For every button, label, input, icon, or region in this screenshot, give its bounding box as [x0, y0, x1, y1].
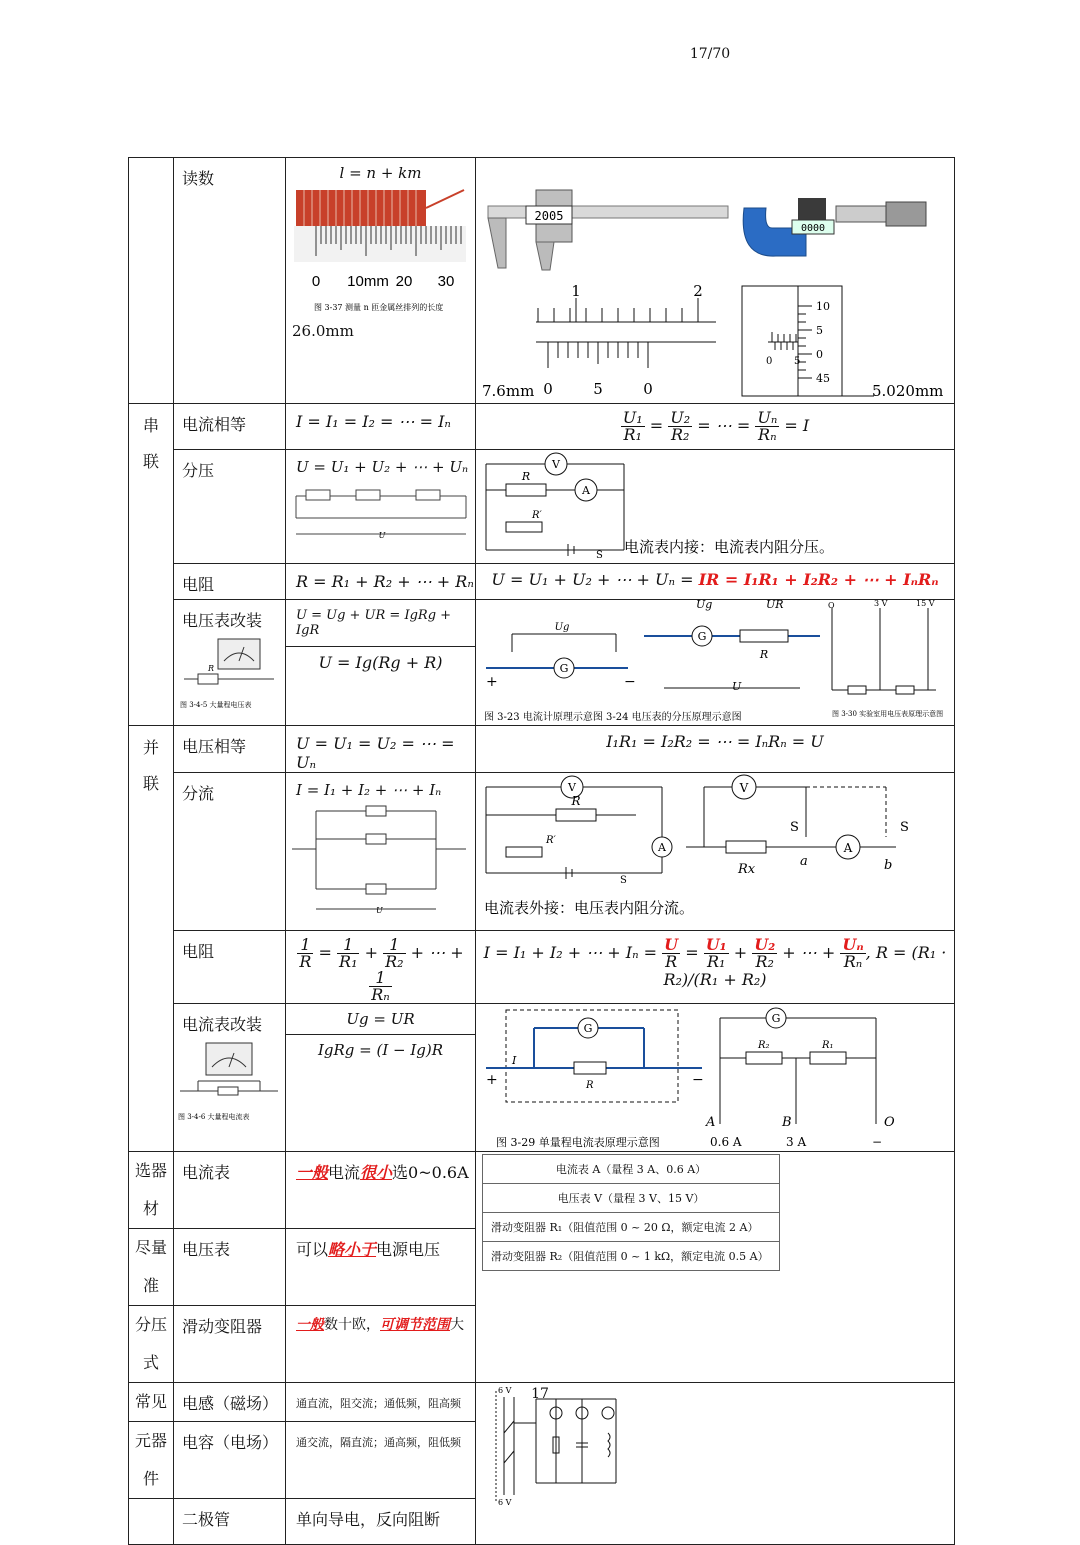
label-equip-rheostat: 滑动变阻器: [174, 1306, 286, 1383]
voltage-div-diagram-cell: [476, 450, 955, 564]
label-s1: S: [620, 875, 627, 886]
voltmeter-meter-figure: [174, 631, 284, 719]
ammeter-formula2: IgRg = (I − Ig)R: [317, 1041, 444, 1059]
voltmeter-caption-left: 图 3-4-5 大量程电压表: [180, 701, 252, 709]
ammeter-caption-right: 图 3-29 单量程电流表原理示意图: [496, 1136, 660, 1149]
row-parallel-resistance: [129, 931, 955, 1004]
group-parallel-char2: 联: [142, 774, 159, 793]
terminal-15v: 15 V: [916, 600, 935, 608]
formula-parallel-current-expanded: I = I₁ + I₂ + ⋯ + Iₙ = $\frac{U}{R}$ = $\frac{\text{U₁}}{\text{R₁}}$ + $\frac{\text{U₂}}{\text{R₂}}$ + ⋯ + $\frac{\text{Uₙ}}{\text{Rₙ}}$ , R = (R₁ · R₂)/(R₁ + R₂): [476, 931, 955, 1004]
micrometer-scale-5: 5: [816, 324, 823, 337]
svg-text:S: S: [900, 820, 909, 835]
micrometer-display: 0000: [800, 223, 826, 234]
label-v1: V: [568, 781, 576, 794]
row-series-current: [129, 404, 955, 450]
micrometer-sleeve-5: 5: [794, 356, 801, 367]
formula-voltage-sum: U = U₁ + U₂ + ⋯ + Uₙ: [296, 458, 469, 476]
voltmeter-p1: 可以: [296, 1240, 329, 1259]
terminal-o2: O: [884, 1115, 895, 1130]
micrometer-value: 5.020mm: [872, 382, 944, 400]
svg-text:U: U: [376, 906, 383, 915]
parallel-circuit-figure: [286, 799, 474, 919]
ammeter-p4: 选0~0.6A: [392, 1163, 469, 1182]
voltmeter-principle-diagram: [476, 600, 954, 724]
series-voltage-expanded-b: IR = I₁R₁ + I₂R₂ + ⋯ + IₙRₙ: [698, 570, 939, 589]
svg-text:U: U: [378, 531, 386, 540]
label-voltage-equal: 电压相等: [174, 726, 286, 773]
group-select-1: 选器材: [129, 1152, 174, 1229]
ruler-tick-10: 10mm: [347, 273, 389, 290]
row-equip-ammeter: [129, 1152, 955, 1229]
vernier-top-1: 1: [571, 282, 581, 300]
label-s2: S: [790, 820, 799, 835]
svg-text:R₁: R₁: [822, 1040, 834, 1051]
coil-ruler-figure: [286, 182, 474, 322]
formula-current-sum: I = I₁ + I₂ + ⋯ + Iₙ: [296, 781, 442, 799]
micrometer-thimble: [886, 202, 926, 226]
formula-current-equal: I = I₁ = I₂ = ⋯ = Iₙ: [286, 404, 476, 450]
svg-text:A: A: [843, 841, 853, 855]
group-common-1: 常见: [129, 1383, 174, 1422]
series-voltage-expanded-a: U = U₁ + U₂ + ⋯ + Uₙ =: [491, 570, 699, 589]
micrometer-sleeve: [836, 206, 886, 222]
row-parallel-current: [129, 773, 955, 931]
terminal-value-b: 3 A: [786, 1135, 807, 1149]
coil-wire: [296, 190, 426, 226]
group-series: [129, 404, 174, 726]
group-select-2: 尽量准: [129, 1229, 174, 1306]
row-series-voltage: [129, 450, 955, 564]
vernier-bottom-10: 0: [643, 380, 653, 398]
formula-series-resistance: R = R₁ + R₂ + ⋯ + Rₙ: [286, 564, 476, 600]
ammeter-external-circuits: [476, 773, 954, 929]
reading-ruler-cell: [286, 158, 476, 404]
ammeter-formula1: Ug = UR: [286, 1004, 475, 1035]
terminal-a: A: [706, 1115, 716, 1130]
equipment-list-cell: [476, 1152, 955, 1383]
voltmeter-p3: 电源电压: [376, 1240, 441, 1259]
svg-text:G: G: [771, 1012, 781, 1025]
label-capacitor: 电容（电场）: [174, 1422, 286, 1499]
ammeter-p1: 一般: [296, 1163, 329, 1182]
svg-text:G: G: [697, 630, 707, 643]
ruler-value: 26.0mm: [292, 322, 354, 340]
voltmeter-formula2: U = Ig(Rg + R): [318, 653, 443, 672]
group-select-3: 分压式: [129, 1306, 174, 1383]
svg-text:+: +: [486, 1072, 498, 1088]
page-number: 17: [531, 1386, 549, 1402]
group-cell-empty: [129, 158, 174, 404]
equip-item-1: 电压表 V（量程 3 V、15 V）: [483, 1184, 780, 1213]
svg-text:R: R: [521, 470, 531, 483]
svg-text:V: V: [552, 458, 560, 471]
label-rx: Rx: [738, 862, 756, 877]
terminal-3v: 3 V: [874, 600, 888, 608]
label-v2: V: [739, 781, 749, 795]
ruler-tick-0: 0: [311, 273, 321, 290]
svg-text:Ug: Ug: [696, 600, 713, 611]
svg-text:A: A: [582, 484, 590, 497]
label-inductor: 电感（磁场）: [174, 1383, 286, 1422]
parallel-current-expanded-a: I = I₁ + I₂ + ⋯ + Iₙ =: [483, 943, 658, 962]
current-div-diagram-cell: [476, 773, 955, 931]
parallel-two-resistor-formula: R = (R₁ · R₂)/(R₁ + R₂): [663, 943, 947, 989]
capacitor-desc: 通交流，隔直流；通高频，阻低频: [286, 1422, 476, 1499]
voltmeter-caption-lab: 图 3-30 实验室用电压表原理示意图: [832, 710, 944, 718]
caliper-beam: [488, 206, 728, 218]
label-reading: 读数: [174, 158, 286, 404]
svg-text:U: U: [732, 680, 742, 693]
group-common-2: 元器件: [129, 1422, 174, 1499]
label-r1: R: [571, 794, 581, 808]
voltmeter-formula-cell: [286, 600, 476, 726]
ruler-caption: 图 3-37 测量 n 匝金属丝排列的长度: [314, 303, 444, 312]
ammeter-p3: 很小: [360, 1163, 393, 1182]
inductor-desc: 通直流，阻交流；通低频，阻高频: [286, 1383, 476, 1422]
formula-voltage-ratio: $\frac{\text{U₁}}{\text{R₁}}$ = $\frac{\text{U₂}}{\text{R₂}}$ = ⋯ = $\frac{\text{Uₙ}}{\text{Rₙ}}$ = I: [476, 404, 955, 450]
group-parallel: [129, 726, 174, 1152]
voltmeter-mod-label-cell: [174, 600, 286, 726]
components-diagram-cell: [476, 1383, 955, 1545]
svg-text:−: −: [692, 1072, 704, 1088]
micrometer-scale-0: 0: [816, 348, 823, 361]
ruler-tick-30: 30: [437, 273, 455, 290]
label-parallel-resistance: 电阻: [174, 931, 286, 1004]
svg-text:UR: UR: [766, 600, 784, 611]
terminal-o: O: [828, 601, 835, 610]
svg-text:−: −: [624, 674, 636, 690]
reading-caliper-cell: [476, 158, 955, 404]
equip-voltmeter-text: [286, 1229, 476, 1306]
label-series-resistance: 电阻: [174, 564, 286, 600]
equipment-list: [482, 1154, 780, 1271]
current-div-note: 电流表外接：电压表内阻分流。: [484, 899, 695, 917]
svg-text:R₂: R₂: [758, 1040, 770, 1051]
label-equip-ammeter: 电流表: [174, 1152, 286, 1229]
svg-text:+: +: [486, 674, 498, 690]
rheostat-p4: 大: [450, 1317, 464, 1333]
terminal-b: B: [782, 1115, 792, 1130]
voltmeter-formula1: U = Ug + UR = IgRg + IgR: [286, 600, 475, 647]
equip-item-2: 滑动变阻器 R₁（阻值范围 0 ~ 20 Ω，额定电流 2 A）: [483, 1213, 780, 1242]
row-series-resistance: [129, 564, 955, 600]
label-r-prime: R′: [546, 835, 556, 846]
micrometer-sleeve-0: 0: [766, 356, 773, 367]
voltmeter-diagram-cell: [476, 600, 955, 726]
terminal-value-o: −: [872, 1135, 883, 1149]
vernier-bottom-5: 5: [593, 380, 603, 398]
row-ammeter-mod: [129, 1004, 955, 1152]
page-indicator: 17/70: [689, 46, 731, 62]
formula-series-voltage-expanded: [476, 564, 955, 600]
label-equip-voltmeter: 电压表: [174, 1229, 286, 1306]
ruler: [294, 226, 466, 262]
voltage-div-note: 电流表内接：电流表内阻分压。: [624, 538, 835, 556]
voltage-top: 6 V: [498, 1386, 512, 1395]
label-a: a: [800, 854, 808, 869]
micrometer-scale-10: 10: [816, 300, 830, 313]
svg-text:S: S: [596, 550, 603, 561]
micrometer-scale-45: 45: [816, 372, 830, 385]
ammeter-mod-label-cell: [174, 1004, 286, 1152]
vernier-top-2: 2: [693, 282, 703, 300]
caliper-value: 7.6mm: [482, 382, 535, 400]
voltage-bottom: 6 V: [498, 1498, 512, 1507]
ammeter-internal-circuit: [476, 450, 954, 562]
svg-text:Ug: Ug: [554, 622, 570, 633]
label-ammeter-mod: 电流表改装: [182, 1015, 263, 1034]
svg-text:G: G: [559, 662, 569, 675]
ammeter-principle-diagram: [476, 1004, 954, 1150]
ammeter-p2: 电流: [328, 1163, 361, 1182]
label-voltmeter-mod: 电压表改装: [182, 611, 263, 630]
row-voltmeter-mod: [129, 600, 955, 726]
equip-item-0: 电流表 A（量程 3 A、0.6 A）: [483, 1155, 780, 1184]
reading-formula: l = n + km: [339, 164, 422, 182]
group-parallel-char1: 并: [142, 738, 159, 757]
label-voltage-div: 分压: [174, 450, 286, 564]
svg-text:R: R: [759, 648, 769, 661]
rheostat-p3: 可调节范围: [380, 1317, 450, 1333]
formula-parallel-resistance: $\frac{1}{R}$ = $\frac{1}{\text{R₁}}$ + $\frac{1}{\text{R₂}}$ + ⋯ + $\frac{1}{\text{Rₙ}}$: [286, 931, 476, 1004]
equip-rheostat-text: [286, 1306, 476, 1383]
svg-text:I: I: [512, 1054, 517, 1067]
formula-voltage-equal: U = U₁ = U₂ = ⋯ = Uₙ: [286, 726, 476, 773]
voltage-div-cell: [286, 450, 476, 564]
formula-current-resistance-product: I₁R₁ = I₂R₂ = ⋯ = IₙRₙ = U: [476, 726, 955, 773]
physics-summary-table: [128, 157, 955, 1545]
series-circuit-figure: [286, 476, 474, 546]
svg-text:G: G: [583, 1022, 593, 1035]
ruler-tick-20: 20: [395, 273, 413, 290]
current-div-cell: [286, 773, 476, 931]
rheostat-p1: 一般: [296, 1317, 324, 1333]
label-current-div: 分流: [174, 773, 286, 931]
ammeter-diagram-cell: [476, 1004, 955, 1152]
caliper-micrometer-figure: [476, 158, 954, 402]
terminal-value-a: 0.6 A: [710, 1135, 742, 1149]
vernier-bottom-0: 0: [543, 380, 553, 398]
rheostat-p2: 数十欧，: [324, 1317, 380, 1333]
equip-ammeter-text: [286, 1152, 476, 1229]
svg-text:R: R: [586, 1080, 594, 1091]
svg-text:R′: R′: [532, 510, 542, 521]
caliper-display-text: 2005: [534, 209, 564, 223]
ammeter-formula-cell: [286, 1004, 476, 1152]
ammeter-caption-left: 图 3-4-6 大量程电流表: [178, 1113, 250, 1121]
label-a1: A: [658, 841, 666, 854]
label-current-equal: 电流相等: [174, 404, 286, 450]
equip-item-3: 滑动变阻器 R₂（阻值范围 0 ~ 1 kΩ，额定电流 0.5 A）: [483, 1242, 780, 1271]
row-reading: [129, 158, 955, 404]
group-series-char2: 联: [142, 452, 159, 471]
voltmeter-p2: 略小于: [328, 1240, 377, 1259]
group-common-empty: [129, 1499, 174, 1545]
svg-text:R: R: [208, 664, 215, 673]
row-parallel-voltage: [129, 726, 955, 773]
ammeter-meter-figure: [174, 1035, 284, 1145]
diode-desc: 单向导电，反向阻断: [286, 1499, 476, 1545]
label-diode: 二极管: [174, 1499, 286, 1545]
voltmeter-caption-right: 图 3-23 电流计原理示意图 3-24 电压表的分压原理示意图: [484, 712, 742, 723]
label-b: b: [884, 858, 893, 873]
group-series-char1: 串: [142, 416, 159, 435]
